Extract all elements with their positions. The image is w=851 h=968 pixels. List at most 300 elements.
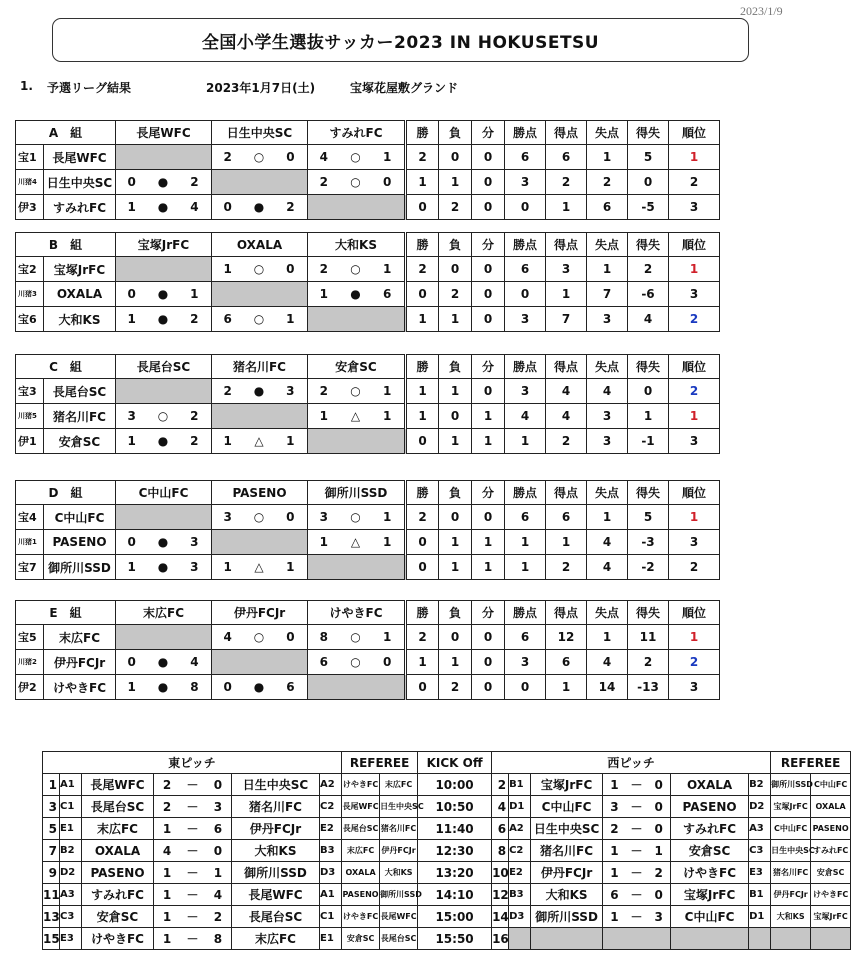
rank-value: 3 <box>669 282 720 307</box>
team-name: 安倉SC <box>44 429 116 454</box>
match-score <box>603 774 671 796</box>
match-result <box>308 404 406 429</box>
match-score <box>154 884 232 906</box>
match-number: 14 <box>492 906 509 928</box>
score-dash: － <box>630 800 643 814</box>
result-score: 1 <box>223 434 232 448</box>
match-result <box>212 257 308 282</box>
print-date: 2023/1/9 <box>740 4 783 18</box>
match-result <box>212 307 308 332</box>
seed-tag: 宝5 <box>16 625 44 650</box>
stat-value: 0 <box>472 282 505 307</box>
stat-value: 1 <box>546 530 587 555</box>
column-team-header: 宝塚JrFC <box>116 233 212 257</box>
stat-value: 6 <box>546 145 587 170</box>
result-mark: ● <box>253 680 265 694</box>
stat-value: 2 <box>406 145 439 170</box>
result-score: 0 <box>223 680 232 694</box>
stat-value: -3 <box>628 530 669 555</box>
stat-value: 0 <box>439 145 472 170</box>
column-team-header: すみれFC <box>308 121 406 145</box>
stat-header: 負 <box>439 355 472 379</box>
result-score: 1 <box>383 535 392 549</box>
home-team: PASENO <box>82 862 154 884</box>
column-team-header: OXALA <box>212 233 308 257</box>
seed-tag: 宝2 <box>16 257 44 282</box>
stat-value: 12 <box>546 625 587 650</box>
stat-header: 失点 <box>587 355 628 379</box>
result-mark: △ <box>254 434 264 448</box>
score-dash: － <box>630 778 643 792</box>
score-away: 3 <box>654 910 663 924</box>
match-result <box>116 505 212 530</box>
referee-team: 宝塚JrFC <box>811 906 851 928</box>
stat-value: 2 <box>406 625 439 650</box>
team-code: C1 <box>320 906 342 928</box>
column-team-header: 伊丹FCJr <box>212 601 308 625</box>
score-away: 1 <box>213 866 223 880</box>
score-dash: － <box>186 888 199 902</box>
score-home: 6 <box>610 888 619 902</box>
team-code: B3 <box>320 840 342 862</box>
group-name: B 組 <box>16 233 116 257</box>
team-name: 宝塚JrFC <box>44 257 116 282</box>
score-dash: － <box>630 866 643 880</box>
match-number: 3 <box>43 796 60 818</box>
result-score: 1 <box>223 560 232 574</box>
stat-value: 4 <box>546 379 587 404</box>
referee-team <box>771 928 811 950</box>
result-score: 1 <box>319 535 329 549</box>
rank-value: 1 <box>669 145 720 170</box>
team-code: B1 <box>749 884 771 906</box>
referee-team: 安倉SC <box>811 862 851 884</box>
stat-header: 勝点 <box>505 355 546 379</box>
score-away: 2 <box>213 910 223 924</box>
match-result <box>308 650 406 675</box>
match-score <box>603 840 671 862</box>
score-home: 1 <box>162 932 172 946</box>
result-score: 1 <box>127 434 136 448</box>
stat-value: 0 <box>439 505 472 530</box>
table-row <box>43 906 851 928</box>
east-pitch-header: 東ピッチ <box>43 752 342 774</box>
result-mark: △ <box>350 409 361 423</box>
table-row <box>16 650 720 675</box>
team-code: D1 <box>509 796 531 818</box>
stat-value: 1 <box>546 675 587 700</box>
score-away: 0 <box>654 778 663 792</box>
result-score: 1 <box>383 262 392 276</box>
result-mark: ○ <box>350 630 361 644</box>
match-result <box>116 530 212 555</box>
match-score <box>603 796 671 818</box>
result-score: 4 <box>190 655 199 669</box>
match-result <box>308 555 406 580</box>
away-team: 猪名川FC <box>232 796 320 818</box>
result-score: 8 <box>319 630 329 644</box>
team-code: A2 <box>320 774 342 796</box>
stat-value: -1 <box>628 429 669 454</box>
team-code: D2 <box>749 796 771 818</box>
score-away: 1 <box>654 844 663 858</box>
result-score: 4 <box>319 150 329 164</box>
match-date: 2023年1月7日(土) <box>206 81 316 95</box>
stat-value: 2 <box>439 282 472 307</box>
team-name: C中山FC <box>44 505 116 530</box>
result-score: 1 <box>223 262 232 276</box>
stat-value: 0 <box>628 379 669 404</box>
referee-header: REFEREE <box>342 752 418 774</box>
rank-value: 3 <box>669 530 720 555</box>
referee-team: 御所川SSD <box>380 884 418 906</box>
table-row <box>16 170 720 195</box>
stat-value: 0 <box>505 282 546 307</box>
stat-value: 1 <box>587 257 628 282</box>
section-label: 予選リーグ結果 <box>47 81 132 95</box>
result-score: 0 <box>127 535 136 549</box>
team-name: OXALA <box>44 282 116 307</box>
referee-team: OXALA <box>811 796 851 818</box>
seed-tag: 宝7 <box>16 555 44 580</box>
away-team: 御所川SSD <box>232 862 320 884</box>
match-result <box>308 625 406 650</box>
result-score: 0 <box>383 655 392 669</box>
score-away: 6 <box>213 822 223 836</box>
stat-value: 0 <box>406 429 439 454</box>
group-name: A 組 <box>16 121 116 145</box>
result-mark: ○ <box>350 655 361 669</box>
venue: 宝塚花屋敷グランド <box>350 81 459 95</box>
result-score: 0 <box>127 287 136 301</box>
stat-header: 勝 <box>406 601 439 625</box>
stat-value: 6 <box>505 145 546 170</box>
score-home: 1 <box>162 866 172 880</box>
away-team: PASENO <box>671 796 749 818</box>
result-mark: ○ <box>253 262 265 276</box>
stat-value: 1 <box>628 404 669 429</box>
match-result <box>308 257 406 282</box>
stat-value: 0 <box>505 195 546 220</box>
match-number: 13 <box>43 906 60 928</box>
match-number: 12 <box>492 884 509 906</box>
result-mark: ● <box>253 200 265 214</box>
stat-header: 勝点 <box>505 121 546 145</box>
result-score: 1 <box>383 409 392 423</box>
away-team: 伊丹FCJr <box>232 818 320 840</box>
score-home: 2 <box>162 778 172 792</box>
table-row <box>16 530 720 555</box>
table-row <box>16 404 720 429</box>
match-result <box>308 307 406 332</box>
result-score: 2 <box>319 262 329 276</box>
stat-header: 分 <box>472 601 505 625</box>
stat-header: 分 <box>472 121 505 145</box>
result-score: 2 <box>190 175 199 189</box>
match-score <box>603 928 671 950</box>
result-score: 1 <box>383 150 392 164</box>
match-number: 1 <box>43 774 60 796</box>
result-mark: ● <box>350 287 361 301</box>
match-schedule-table <box>42 751 851 950</box>
referee-team: 末広FC <box>380 774 418 796</box>
kickoff-time: 11:40 <box>418 818 492 840</box>
stat-value: 0 <box>472 257 505 282</box>
match-result <box>116 170 212 195</box>
stat-header: 得失 <box>628 121 669 145</box>
match-result <box>116 625 212 650</box>
stat-header: 負 <box>439 601 472 625</box>
stat-value: 6 <box>505 625 546 650</box>
team-code: B2 <box>749 774 771 796</box>
result-mark: ○ <box>350 262 361 276</box>
referee-team: 伊丹FCJr <box>380 840 418 862</box>
score-away: 0 <box>654 800 663 814</box>
result-mark: ○ <box>253 510 265 524</box>
seed-tag: 伊3 <box>16 195 44 220</box>
result-score: 1 <box>127 560 136 574</box>
match-result <box>212 170 308 195</box>
team-code: A3 <box>749 818 771 840</box>
match-score <box>154 796 232 818</box>
result-score: 0 <box>127 655 136 669</box>
kickoff-time: 15:50 <box>418 928 492 950</box>
stat-header: 負 <box>439 121 472 145</box>
score-dash: － <box>186 910 199 924</box>
team-code: D1 <box>749 906 771 928</box>
away-team: 日生中央SC <box>232 774 320 796</box>
team-name: すみれFC <box>44 195 116 220</box>
stat-value: 6 <box>546 505 587 530</box>
match-number: 9 <box>43 862 60 884</box>
referee-team: 長尾WFC <box>380 906 418 928</box>
match-result <box>116 282 212 307</box>
home-team <box>531 928 603 950</box>
referee-team: C中山FC <box>811 774 851 796</box>
score-dash: － <box>186 932 199 946</box>
match-result <box>116 404 212 429</box>
stat-header: 得点 <box>546 121 587 145</box>
kickoff-header: KICK Off <box>418 752 492 774</box>
away-team: OXALA <box>671 774 749 796</box>
result-mark: ● <box>157 287 169 301</box>
match-number: 15 <box>43 928 60 950</box>
result-mark: ● <box>253 384 265 398</box>
table-row <box>16 675 720 700</box>
match-result <box>116 307 212 332</box>
score-dash: － <box>186 800 199 814</box>
away-team: 長尾台SC <box>232 906 320 928</box>
stat-header: 得失 <box>628 601 669 625</box>
stat-value: 0 <box>406 675 439 700</box>
stat-value: 6 <box>546 650 587 675</box>
score-away: 4 <box>213 888 223 902</box>
group-table <box>15 480 720 580</box>
match-result <box>308 282 406 307</box>
away-team: すみれFC <box>671 818 749 840</box>
match-result <box>308 145 406 170</box>
stat-header: 順位 <box>669 601 720 625</box>
table-row <box>16 555 720 580</box>
referee-team: 猪名川FC <box>771 862 811 884</box>
rank-value: 1 <box>669 257 720 282</box>
match-score <box>154 906 232 928</box>
stat-header: 失点 <box>587 233 628 257</box>
referee-header: REFEREE <box>771 752 851 774</box>
team-code: A3 <box>60 884 82 906</box>
result-score: 6 <box>319 655 329 669</box>
stat-value: 3 <box>546 257 587 282</box>
result-mark: ● <box>157 434 169 448</box>
table-row <box>43 928 851 950</box>
stat-value: 1 <box>406 650 439 675</box>
stat-header: 得点 <box>546 601 587 625</box>
team-name: 長尾台SC <box>44 379 116 404</box>
home-team: すみれFC <box>82 884 154 906</box>
stat-value: 1 <box>505 429 546 454</box>
score-home: 1 <box>162 822 172 836</box>
section-number: 1. <box>20 79 33 93</box>
result-mark: ● <box>157 312 169 326</box>
score-home: 1 <box>610 844 619 858</box>
score-home: 2 <box>162 800 172 814</box>
stat-value: 1 <box>439 379 472 404</box>
stat-value: 1 <box>406 379 439 404</box>
stat-value: 4 <box>628 307 669 332</box>
score-dash: － <box>630 844 643 858</box>
result-score: 1 <box>127 312 136 326</box>
stat-value: 4 <box>587 555 628 580</box>
stat-value: 1 <box>472 404 505 429</box>
page-title: 全国小学生選抜サッカー2023 IN HOKUSETSU <box>52 18 749 62</box>
stat-header: 失点 <box>587 481 628 505</box>
result-mark: ○ <box>350 175 361 189</box>
group-name: D 組 <box>16 481 116 505</box>
stat-value: 0 <box>439 257 472 282</box>
score-away: 3 <box>213 800 223 814</box>
stat-value: 6 <box>587 195 628 220</box>
team-code: C2 <box>320 796 342 818</box>
result-mark: ○ <box>157 409 169 423</box>
stat-value: 0 <box>406 555 439 580</box>
stat-header: 勝 <box>406 481 439 505</box>
seed-tag: 宝4 <box>16 505 44 530</box>
result-score: 2 <box>223 384 232 398</box>
team-code: D3 <box>320 862 342 884</box>
seed-tag: 宝3 <box>16 379 44 404</box>
result-mark: ○ <box>350 150 361 164</box>
score-away: 0 <box>654 822 663 836</box>
stat-value: 3 <box>505 170 546 195</box>
table-row <box>16 195 720 220</box>
result-score: 3 <box>190 535 199 549</box>
stat-value: 1 <box>439 307 472 332</box>
score-away: 0 <box>213 778 223 792</box>
stat-value: 11 <box>628 625 669 650</box>
result-score: 6 <box>286 680 295 694</box>
stat-value: 0 <box>439 404 472 429</box>
result-score: 6 <box>223 312 232 326</box>
stat-value: 0 <box>628 170 669 195</box>
away-team: 宝塚JrFC <box>671 884 749 906</box>
result-score: 2 <box>319 384 329 398</box>
team-code: B3 <box>509 884 531 906</box>
team-code: B2 <box>60 840 82 862</box>
match-result <box>212 555 308 580</box>
team-name: 御所川SSD <box>44 555 116 580</box>
stat-value: 0 <box>472 145 505 170</box>
match-score <box>154 862 232 884</box>
kickoff-time: 14:10 <box>418 884 492 906</box>
stat-header: 得点 <box>546 355 587 379</box>
match-result <box>116 379 212 404</box>
score-dash: － <box>630 822 643 836</box>
stat-value: 2 <box>439 675 472 700</box>
score-home: 1 <box>162 910 172 924</box>
result-mark: ○ <box>350 384 361 398</box>
referee-team: 長尾WFC <box>342 796 380 818</box>
stat-value: -13 <box>628 675 669 700</box>
result-score: 4 <box>223 630 232 644</box>
stat-value: 0 <box>472 170 505 195</box>
stat-header: 分 <box>472 233 505 257</box>
referee-team: 宝塚JrFC <box>771 796 811 818</box>
result-score: 1 <box>127 200 136 214</box>
match-score <box>154 840 232 862</box>
stat-value: 1 <box>439 429 472 454</box>
stat-value: 1 <box>472 555 505 580</box>
stat-value: 7 <box>546 307 587 332</box>
stat-header: 負 <box>439 481 472 505</box>
result-score: 2 <box>286 200 295 214</box>
team-name: 伊丹FCJr <box>44 650 116 675</box>
referee-team: 安倉SC <box>342 928 380 950</box>
table-row <box>43 774 851 796</box>
stat-value: 2 <box>628 650 669 675</box>
result-score: 0 <box>286 510 295 524</box>
stat-value: 1 <box>587 625 628 650</box>
table-row <box>16 379 720 404</box>
home-team: 末広FC <box>82 818 154 840</box>
team-code: D2 <box>60 862 82 884</box>
team-code: E1 <box>320 928 342 950</box>
away-team: 末広FC <box>232 928 320 950</box>
result-score: 1 <box>286 560 295 574</box>
stat-value: 1 <box>406 307 439 332</box>
stat-header: 分 <box>472 355 505 379</box>
result-mark: ○ <box>253 630 265 644</box>
stat-header: 勝 <box>406 355 439 379</box>
match-result <box>308 675 406 700</box>
stat-header: 勝点 <box>505 601 546 625</box>
result-score: 1 <box>190 287 199 301</box>
stat-value: 6 <box>505 505 546 530</box>
score-home: 1 <box>610 778 619 792</box>
result-score: 0 <box>383 175 392 189</box>
stat-value: 3 <box>587 429 628 454</box>
result-score: 2 <box>223 150 232 164</box>
team-name: けやきFC <box>44 675 116 700</box>
match-result <box>308 505 406 530</box>
stat-value: 1 <box>406 170 439 195</box>
rank-value: 2 <box>669 555 720 580</box>
match-number: 4 <box>492 796 509 818</box>
away-team: 安倉SC <box>671 840 749 862</box>
score-dash: － <box>630 910 643 924</box>
seed-tag: 伊1 <box>16 429 44 454</box>
team-code: B1 <box>509 774 531 796</box>
column-team-header: 長尾台SC <box>116 355 212 379</box>
